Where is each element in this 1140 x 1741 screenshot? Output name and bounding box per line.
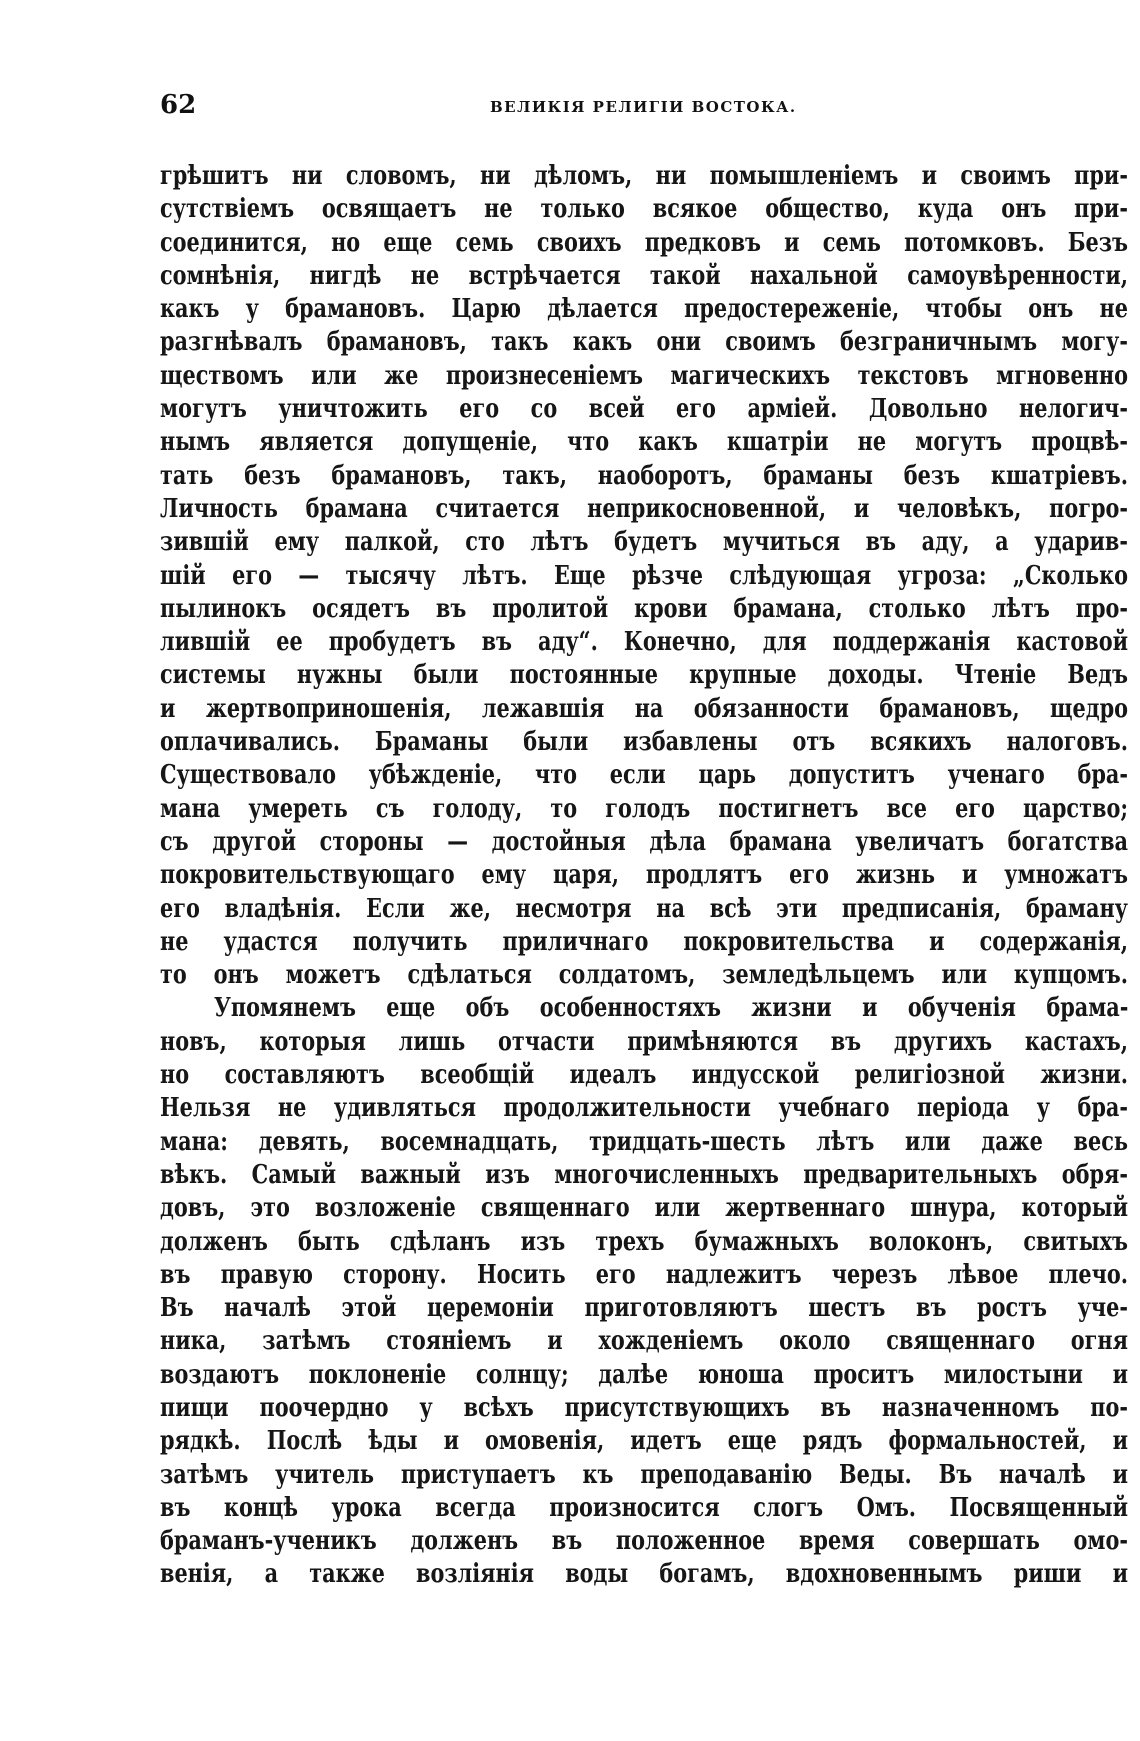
text-line-content: Нельзя не удивляться продолжительности учебнаго періода у бра- (160, 1093, 1128, 1124)
text-line (160, 1292, 1130, 1325)
text-line-content: но составляютъ всеобщій идеалъ индусской религіозной жизни. (160, 1060, 1128, 1091)
text-line (160, 227, 1130, 260)
text-line (160, 859, 1130, 892)
text-line-content: новъ, которыя лишь отчасти примѣняются въ другихъ кастахъ, (160, 1026, 1128, 1057)
text-line-content: браманъ-ученикъ долженъ въ положенное время совершать омо- (160, 1526, 1128, 1557)
text-line (160, 393, 1130, 426)
text-line-content: оплачивались. Браманы были избавлены отъ всякихъ налоговъ. (160, 727, 1128, 758)
text-line (160, 893, 1130, 926)
text-line (160, 726, 1130, 759)
text-line-content: Личность брамана считается неприкосновенной, и человѣкъ, погро- (160, 493, 1128, 524)
text-line-content: то онъ можетъ сдѣлаться солдатомъ, земледѣльцемъ или купцомъ. (160, 960, 1128, 991)
text-line (160, 1259, 1130, 1292)
text-line-content: мана умереть съ голоду, то голодъ постигнетъ все его царство; (160, 793, 1128, 824)
text-line (160, 193, 1130, 226)
text-line-content: Существовало убѣжденіе, что если царь допуститъ ученаго бра- (160, 760, 1128, 791)
text-line (160, 460, 1130, 493)
text-line-content: нымъ является допущеніе, что какъ кшатріи не могутъ процвѣ- (160, 427, 1128, 458)
text-line (160, 1325, 1130, 1358)
text-line (160, 926, 1130, 959)
text-line (160, 1059, 1130, 1092)
text-line (160, 326, 1130, 359)
text-line-content: долженъ быть сдѣланъ изъ трехъ бумажныхъ волоконъ, свитыхъ (160, 1226, 1128, 1257)
text-line-content: и жертвоприношенія, лежавшія на обязанности брамановъ, щедро (160, 693, 1128, 724)
text-line (160, 1359, 1130, 1392)
text-line-content: разгнѣвалъ брамановъ, такъ какъ они своимъ безграничнымъ могу- (160, 327, 1128, 358)
text-line-content: Въ началѣ этой церемоніи приготовляютъ шестъ въ ростъ уче- (160, 1293, 1128, 1324)
text-line (160, 659, 1130, 692)
text-line (160, 1092, 1130, 1125)
text-line (160, 526, 1130, 559)
text-line-content: мана: девять, восемнадцать, тридцать-шесть лѣтъ или даже весь (160, 1126, 1128, 1157)
text-line-content: соединится, но еще семь своихъ предковъ и семь потомковъ. Безъ (160, 227, 1128, 258)
text-line (160, 560, 1130, 593)
text-line-content: довъ, это возложеніе священнаго или жертвеннаго шнура, который (160, 1193, 1128, 1224)
text-line-content: его владѣнія. Если же, несмотря на всѣ эти предписанія, браману (160, 893, 1128, 924)
text-line (160, 1525, 1130, 1558)
body-text (160, 160, 1130, 1592)
text-line (160, 759, 1130, 792)
text-line (160, 360, 1130, 393)
text-line (160, 1126, 1130, 1159)
text-line-content: лившій ее пробудетъ въ аду“. Конечно, для поддержанія кастовой (160, 627, 1128, 658)
text-line-content: зившій ему палкой, сто лѣтъ будетъ мучиться въ аду, а ударив- (160, 527, 1128, 558)
text-line (160, 793, 1130, 826)
text-line (160, 1026, 1130, 1059)
running-title: ВЕЛИКІЯ РЕЛИГІИ ВОСТОКА. (490, 98, 797, 116)
text-line (160, 1459, 1130, 1492)
text-line-content: сомнѣнія, нигдѣ не встрѣчается такой нахальной самоувѣренности, (160, 260, 1128, 291)
text-line-content: въ концѣ урока всегда произносится слогъ Омъ. Посвященный (160, 1492, 1128, 1523)
text-line (160, 1558, 1130, 1591)
text-line (160, 992, 1130, 1025)
text-line (160, 426, 1130, 459)
text-line (160, 1492, 1130, 1525)
text-line-content: ществомъ или же произнесеніемъ магическихъ текстовъ мгновенно (160, 360, 1128, 391)
text-line-content: не удастся получить приличнаго покровительства и содержанія, (160, 926, 1128, 957)
text-line-content: вѣкъ. Самый важный изъ многочисленныхъ предварительныхъ обря- (160, 1159, 1128, 1190)
text-line (160, 1159, 1130, 1192)
text-line-content: рядкѣ. Послѣ ѣды и омовенія, идетъ еще рядъ формальностей, и (160, 1426, 1128, 1457)
text-line-content: Упомянемъ еще объ особенностяхъ жизни и обученія брама- (214, 993, 1129, 1024)
text-line-content: въ правую сторону. Носить его надлежитъ черезъ лѣвое плечо. (160, 1259, 1128, 1290)
text-line (160, 293, 1130, 326)
text-line-content: венія, а также возліянія воды богамъ, вдохновеннымъ риши и (160, 1559, 1128, 1590)
text-line (160, 959, 1130, 992)
text-line (160, 626, 1130, 659)
text-line (160, 693, 1130, 726)
text-line (160, 826, 1130, 859)
text-line-content: пищи поочердно у всѣхъ присутствующихъ въ назначенномъ по- (160, 1392, 1128, 1423)
page-number: 62 (160, 90, 197, 120)
text-line-content: могутъ уничтожить его со всей его арміей. Довольно нелогич- (160, 394, 1128, 425)
text-line (160, 1192, 1130, 1225)
text-line-content: какъ у брамановъ. Царю дѣлается предостереженіе, чтобы онъ не (160, 294, 1128, 325)
text-line-content: системы нужны были постоянные крупные доходы. Чтеніе Ведъ (160, 660, 1128, 691)
text-line (160, 260, 1130, 293)
text-line-content: затѣмъ учитель приступаетъ къ преподаванію Веды. Въ началѣ и (160, 1459, 1128, 1490)
text-line (160, 493, 1130, 526)
text-line (160, 1392, 1130, 1425)
text-line-content: покровительствующаго ему царя, продлятъ его жизнь и умножатъ (160, 860, 1128, 891)
text-line-content: шій его — тысячу лѣтъ. Еще рѣзче слѣдующая угроза: „Сколько (160, 560, 1128, 591)
text-line (160, 160, 1130, 193)
text-line-content: сутствіемъ освящаетъ не только всякое общество, куда онъ при- (160, 194, 1128, 225)
text-line-content: воздаютъ поклоненіе солнцу; далѣе юноша проситъ милостыни и (160, 1359, 1128, 1390)
text-line (160, 593, 1130, 626)
page-header (160, 90, 1120, 130)
text-line (160, 1226, 1130, 1259)
text-line-content: грѣшитъ ни словомъ, ни дѣломъ, ни помышленіемъ и своимъ при- (160, 161, 1128, 191)
text-line-content: ника, затѣмъ стояніемъ и хожденіемъ около священнаго огня (160, 1326, 1128, 1357)
text-line-content: пылинокъ осядетъ въ пролитой крови брамана, столько лѣтъ про- (160, 593, 1128, 624)
text-line (160, 1425, 1130, 1458)
text-line-content: тать безъ брамановъ, такъ, наоборотъ, браманы безъ кшатріевъ. (160, 460, 1128, 491)
text-line-content: съ другой стороны — достойныя дѣла брамана увеличатъ богатства (160, 826, 1128, 857)
